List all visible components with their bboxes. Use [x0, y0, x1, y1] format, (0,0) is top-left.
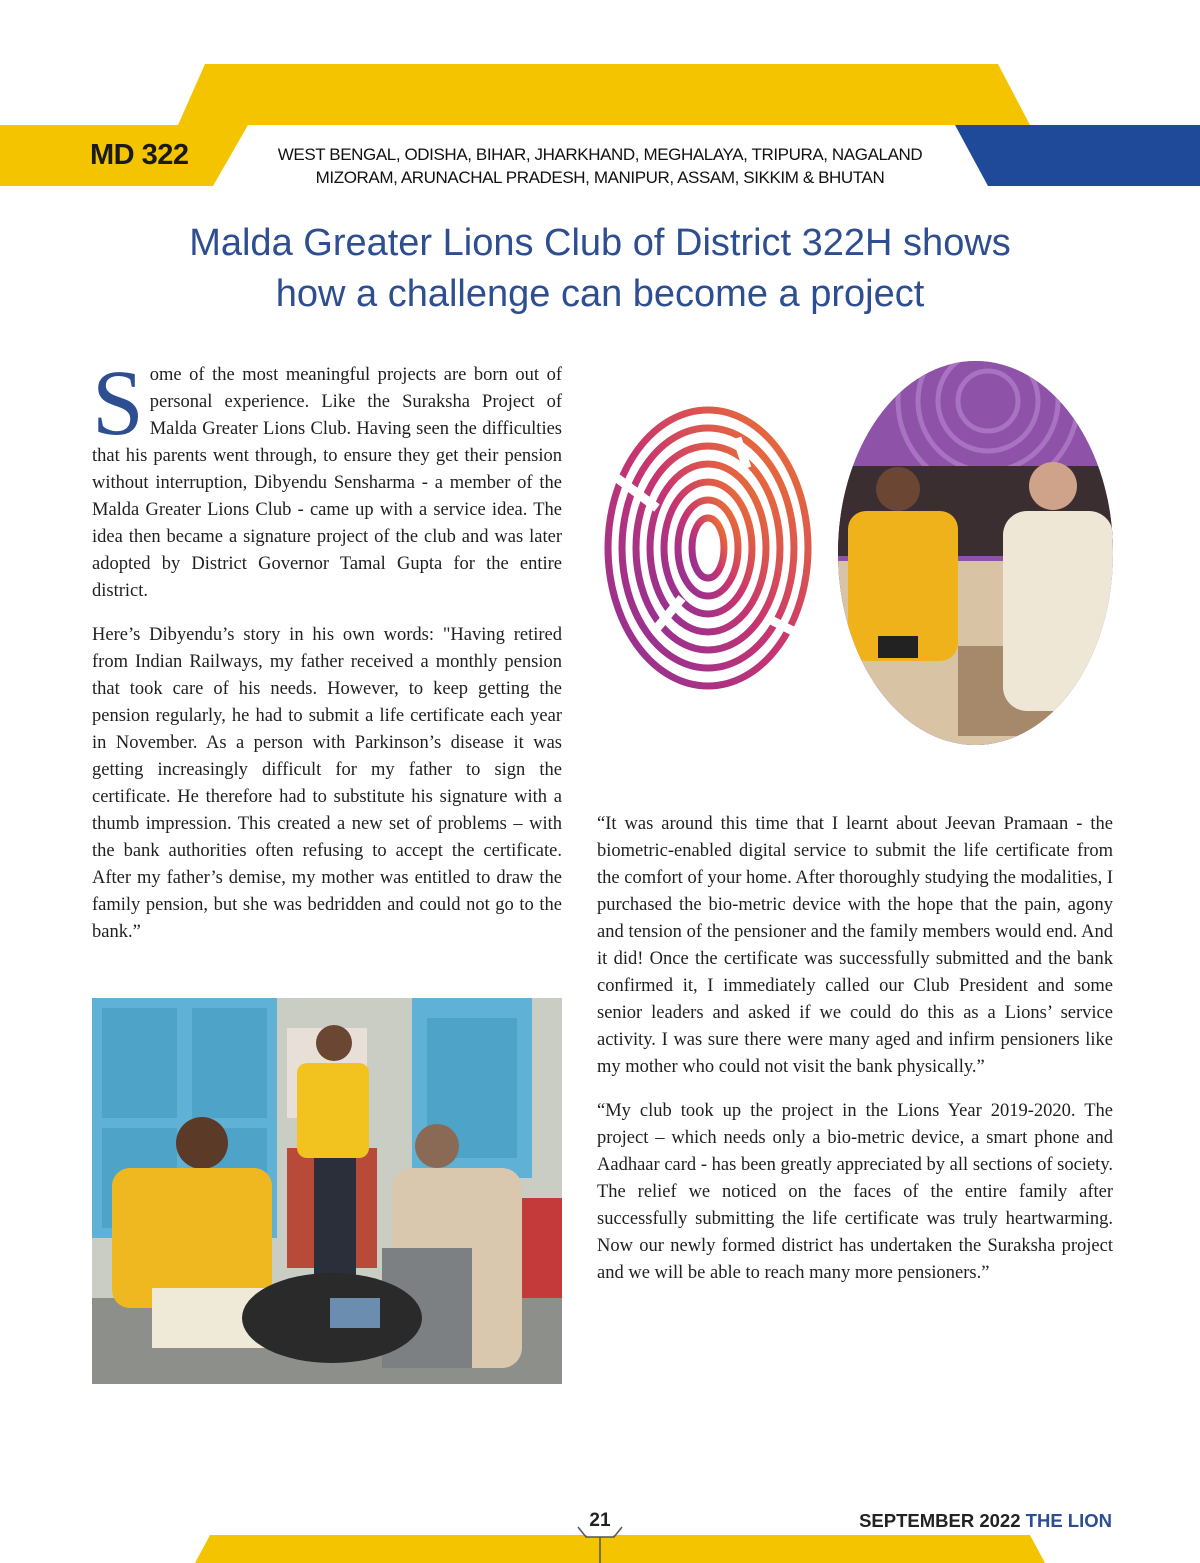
drop-cap: S — [92, 352, 144, 455]
paragraph-intro-text: ome of the most meaningful projects are born out of personal experience. Like the Suraksha Project of Malda Greater Lions Club. Having seen the difficulties that his parents went through, to ensure they get their pension without interruption, Dibyendu Sensharma - a member of the Malda Greater Lions Club - came up with a service idea. The idea then became a signature project of the club and was later adopted by District Governor Tamal Gupta for the entire district. — [92, 365, 562, 601]
title-line-1: Malda Greater Lions Club of District 322H shows — [189, 222, 1011, 264]
group-photo — [92, 998, 562, 1384]
page-number: 21 — [589, 1510, 611, 1531]
portrait-photo-illustration — [838, 361, 1113, 745]
paragraph-intro — [92, 352, 562, 605]
fingerprint-graphic — [597, 398, 819, 698]
title-line-2: how a challenge can become a project — [275, 273, 925, 315]
paragraph-club-project: “My club took up the project in the Lions Year 2019-2020. The project – which needs only a bio-metric device, a smart phone and Aadhaar card - has been greatly appreciated by all sections of society. The relief we noticed on the faces of the entire family after successfully submitting the life certificate was truly heartwarming. Now our newly formed district has undertaken the Suraksha project and we will be able to reach many more pensioners.” — [597, 1101, 1113, 1283]
region-list — [250, 143, 950, 189]
magazine-name: THE LION — [1025, 1510, 1112, 1531]
paragraph-jeevan-pramaan: “It was around this time that I learnt about Jeevan Pramaan - the biometric-enabled digital service to submit the life certificate from the comfort of your home. After thoroughly studying the modalities, I purchased the bio-metric device with the hope that the pain, agony and tension of the pensioner and the family members would end. And it did! Once the certificate was successfully submitted and the bank confirmed it, I immediately called our Club President and some senior leaders and asked if we could do this as a Lions’ service activity. I was sure there were many aged and infirm pensioners like my mother who could not visit the bank physically.” — [597, 814, 1113, 1077]
region-line-2: MIZORAM, ARUNACHAL PRADESH, MANIPUR, ASSAM, SIKKIM & BHUTAN — [315, 168, 885, 187]
issue-label — [760, 1510, 1112, 1532]
right-column — [597, 811, 1113, 1304]
portrait-photo — [838, 361, 1113, 745]
article-title — [100, 218, 1100, 320]
issue-date: SEPTEMBER 2022 — [859, 1510, 1021, 1531]
district-code: MD 322 — [90, 139, 189, 171]
left-column — [92, 352, 562, 963]
region-line-1: WEST BENGAL, ODISHA, BIHAR, JHARKHAND, MEGHALAYA, TRIPURA, NAGALAND — [277, 145, 923, 164]
paragraph-story: Here’s Dibyendu’s story in his own words: "Having retired from Indian Railways, my father received a monthly pension that took care of his needs. However, to keep getting the pension regularly, he had to submit a life certificate each year in November. As a person with Parkinson’s disease it was getting increasingly difficult for my father to sign the certificate. He therefore had to substitute his signature with a thumb impression. This created a new set of problems – with the bank authorities often refusing to accept the certificate. After my father’s demise, my mother was entitled to draw the family pension, but she was bedridden and could not go to the bank.” — [92, 625, 562, 942]
group-photo-illustration — [92, 998, 562, 1384]
